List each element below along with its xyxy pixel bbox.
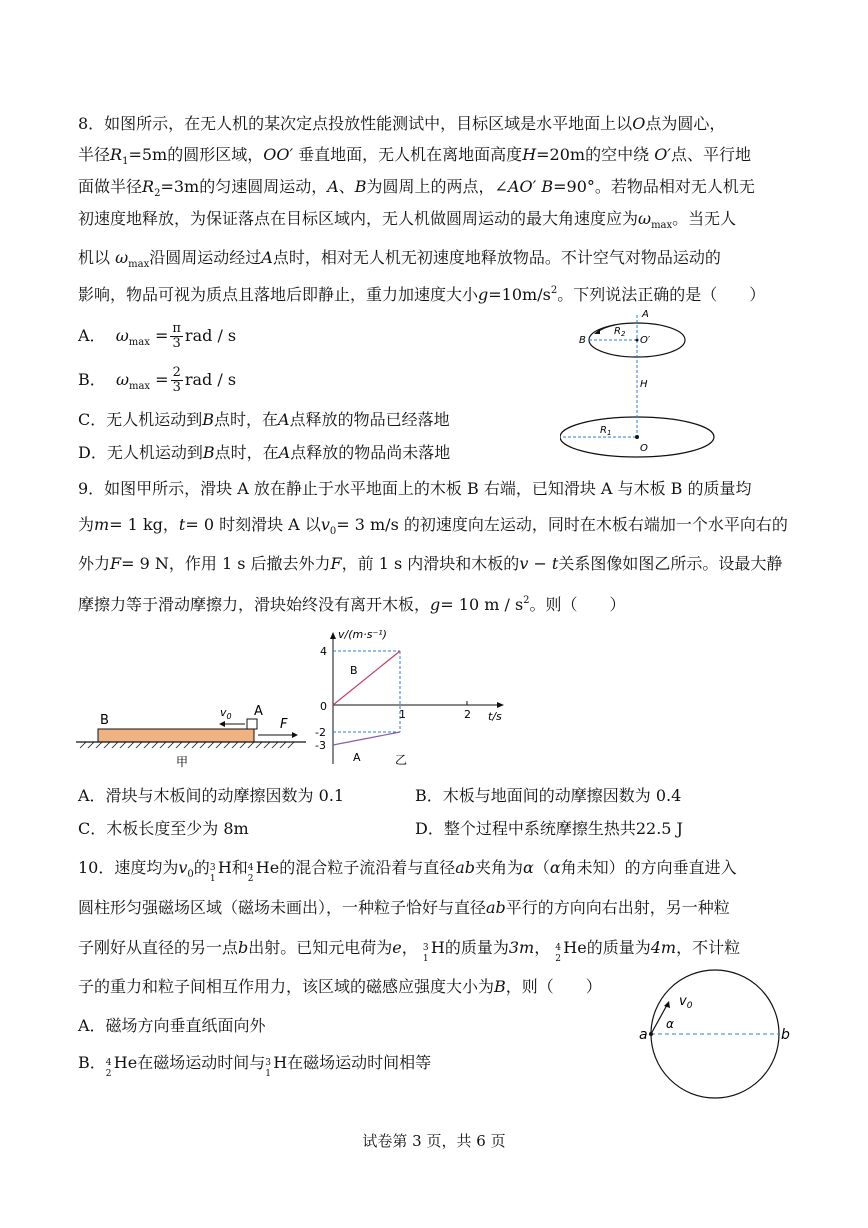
q9-option-d: D．整个过程中系统摩擦生热共22.5 J [415,819,683,838]
q9-line-2: 为m= 1 kg，t= 0 时刻滑块 A 以$v_0= 3$ m/s 的初速度向左运动，同时在木板右端加一个水平向右的 [78,515,788,537]
tick-label-m3: -3 [315,739,326,752]
tick-label-m2: -2 [315,726,326,739]
label-r2: $R_2$ [614,326,626,338]
force-arrow-head [292,732,298,738]
y-axis-label: v/(m·s⁻¹) [338,628,387,641]
block-a [247,719,257,729]
label-o: O [640,443,648,454]
series-label-a: A [353,751,361,764]
y-axis-arrow [330,632,336,639]
q8-drone-figure [560,305,720,460]
q8-option-a: A． $\omega_{max}$ = $\frac{\pi}{3}$ rad / s [78,321,237,351]
q8-line-2: 半径$R_1=5m$的圆形区域，OO′ 垂直地面，无人机在离地面高度H=20m的空中绕 O′点、平行地 [78,145,751,167]
page-footer: 试卷第 3 页，共 6 页 [362,1132,506,1150]
q9-option-b: B．木板与地面间的动摩擦因数为 0.4 [415,786,682,805]
q9-option-a: A．滑块与木板间的动摩擦因数为 0.1 [78,786,345,805]
q8-option-b: B． $\omega_{max}$ = $\frac{2}{3}$ rad / s [78,365,237,395]
q10-line-4: 子的重力和粒子间相互作用力，该区域的磁感应强度大小为B，则（ ） [78,977,602,996]
q9-vt-graph [300,628,520,773]
q8-line-6: 影响，物品可视为质点且落地后即静止，重力加速度大小$g=10m/s^2$。下列说法正确的是（ ） [78,285,766,304]
label-a: A [642,309,649,320]
tick-label-0: 0 [320,700,327,713]
q10-magnetic-field-figure [635,965,805,1105]
q10-line-1: 10．速度均为$v_0$的 3 1 H和 4 2 He的混合粒子流沿着与直径ab夹角为α（α角未知）的方向垂直进入 [78,858,737,884]
label-a: a [639,1027,648,1043]
label-alpha: α [666,1017,674,1031]
q10-option-a: A．磁场方向垂直纸面向外 [78,1016,266,1035]
q9-line-1: 9．如图甲所示，滑块 A 放在静止于水平地面上的木板 B 右端，已知滑块 A 与木板 B 的质量均 [78,479,752,498]
q10-line-3: 子刚好从直径的另一点b出射。已知元电荷为e， 3 1 H的质量为3m， 4 2 He的质量为4m，不计粒 [78,938,741,964]
q9-option-c: C．木板长度至少为 8m [78,819,249,838]
caption-jia: 甲 [176,755,189,769]
q8-line-5: 机以 $\omega_{max}$沿圆周运动经过A点时，相对无人机无初速度地释放物品。不计空气对物品运动的 [78,248,721,270]
label-b: b [781,1027,790,1043]
q8-option-d: D．无人机运动到B点时，在A点释放的物品尚未落地 [78,443,451,462]
label-force: F [280,717,288,732]
label-h: H [640,379,648,390]
label-o-prime: O′ [640,335,651,346]
velocity-arrow-head [664,1001,670,1008]
series-label-b: B [350,664,358,677]
tick-label-4: 4 [320,645,327,658]
x-axis-arrow [497,702,504,708]
q8-line-3: 面做半径$R_2=3m$的匀速圆周运动，A、B为圆周上的两点，∠AO′ B=90°。若物品相对无人机无 [78,177,755,199]
point-o-prime [636,339,639,342]
line-b [333,651,400,705]
v0-arrow-head [219,721,225,727]
ground-hatching [80,742,294,748]
q9-figure-jia [76,700,306,770]
board-b [98,729,254,742]
label-block-a: A [254,704,263,719]
q9-line-3: 外力F= 9 N，作用 1 s 后撤去外力F，前 1 s 内滑块和木板的v − t关系图像如图乙所示。设最大静 [78,554,783,573]
q10-line-2: 圆柱形匀强磁场区域（磁场未画出），一种粒子恰好与直径ab平行的方向向右出射，另一种粒 [78,898,730,917]
q8-option-c: C．无人机运动到B点时，在A点释放的物品已经落地 [78,410,450,429]
velocity-arrow [651,1005,667,1034]
q10-option-b: B． 4 2 He在磁场运动时间与 3 1 H在磁场运动时间相等 [78,1053,432,1079]
x-axis-label: t/s [488,710,502,723]
label-v0: $v_0$ [679,994,693,1011]
label-board-b: B [100,713,109,728]
q8-line-1: 8．如图所示，在无人机的某次定点投放性能测试中，目标区域是水平地面上以O点为圆心， [78,114,726,133]
caption-yi: 乙 [395,753,408,767]
tick-label-2: 2 [464,708,471,721]
label-r1: $R_1$ [600,425,612,437]
point-a [649,1032,653,1036]
label-v0: $v_0$ [220,706,232,721]
label-b: B [579,335,586,346]
q8-line-4: 初速度地释放，为保证落点在目标区域内，无人机做圆周运动的最大角速度应为$\omega_{max}$。当无人 [78,209,737,231]
q9-line-4: 摩擦力等于滑动摩擦力，滑块始终没有离开木板，g= 10 m / $s^2$。则（ ） [78,595,626,614]
line-a [333,732,400,745]
tick-label-1: 1 [399,708,406,721]
point-o [635,435,639,439]
